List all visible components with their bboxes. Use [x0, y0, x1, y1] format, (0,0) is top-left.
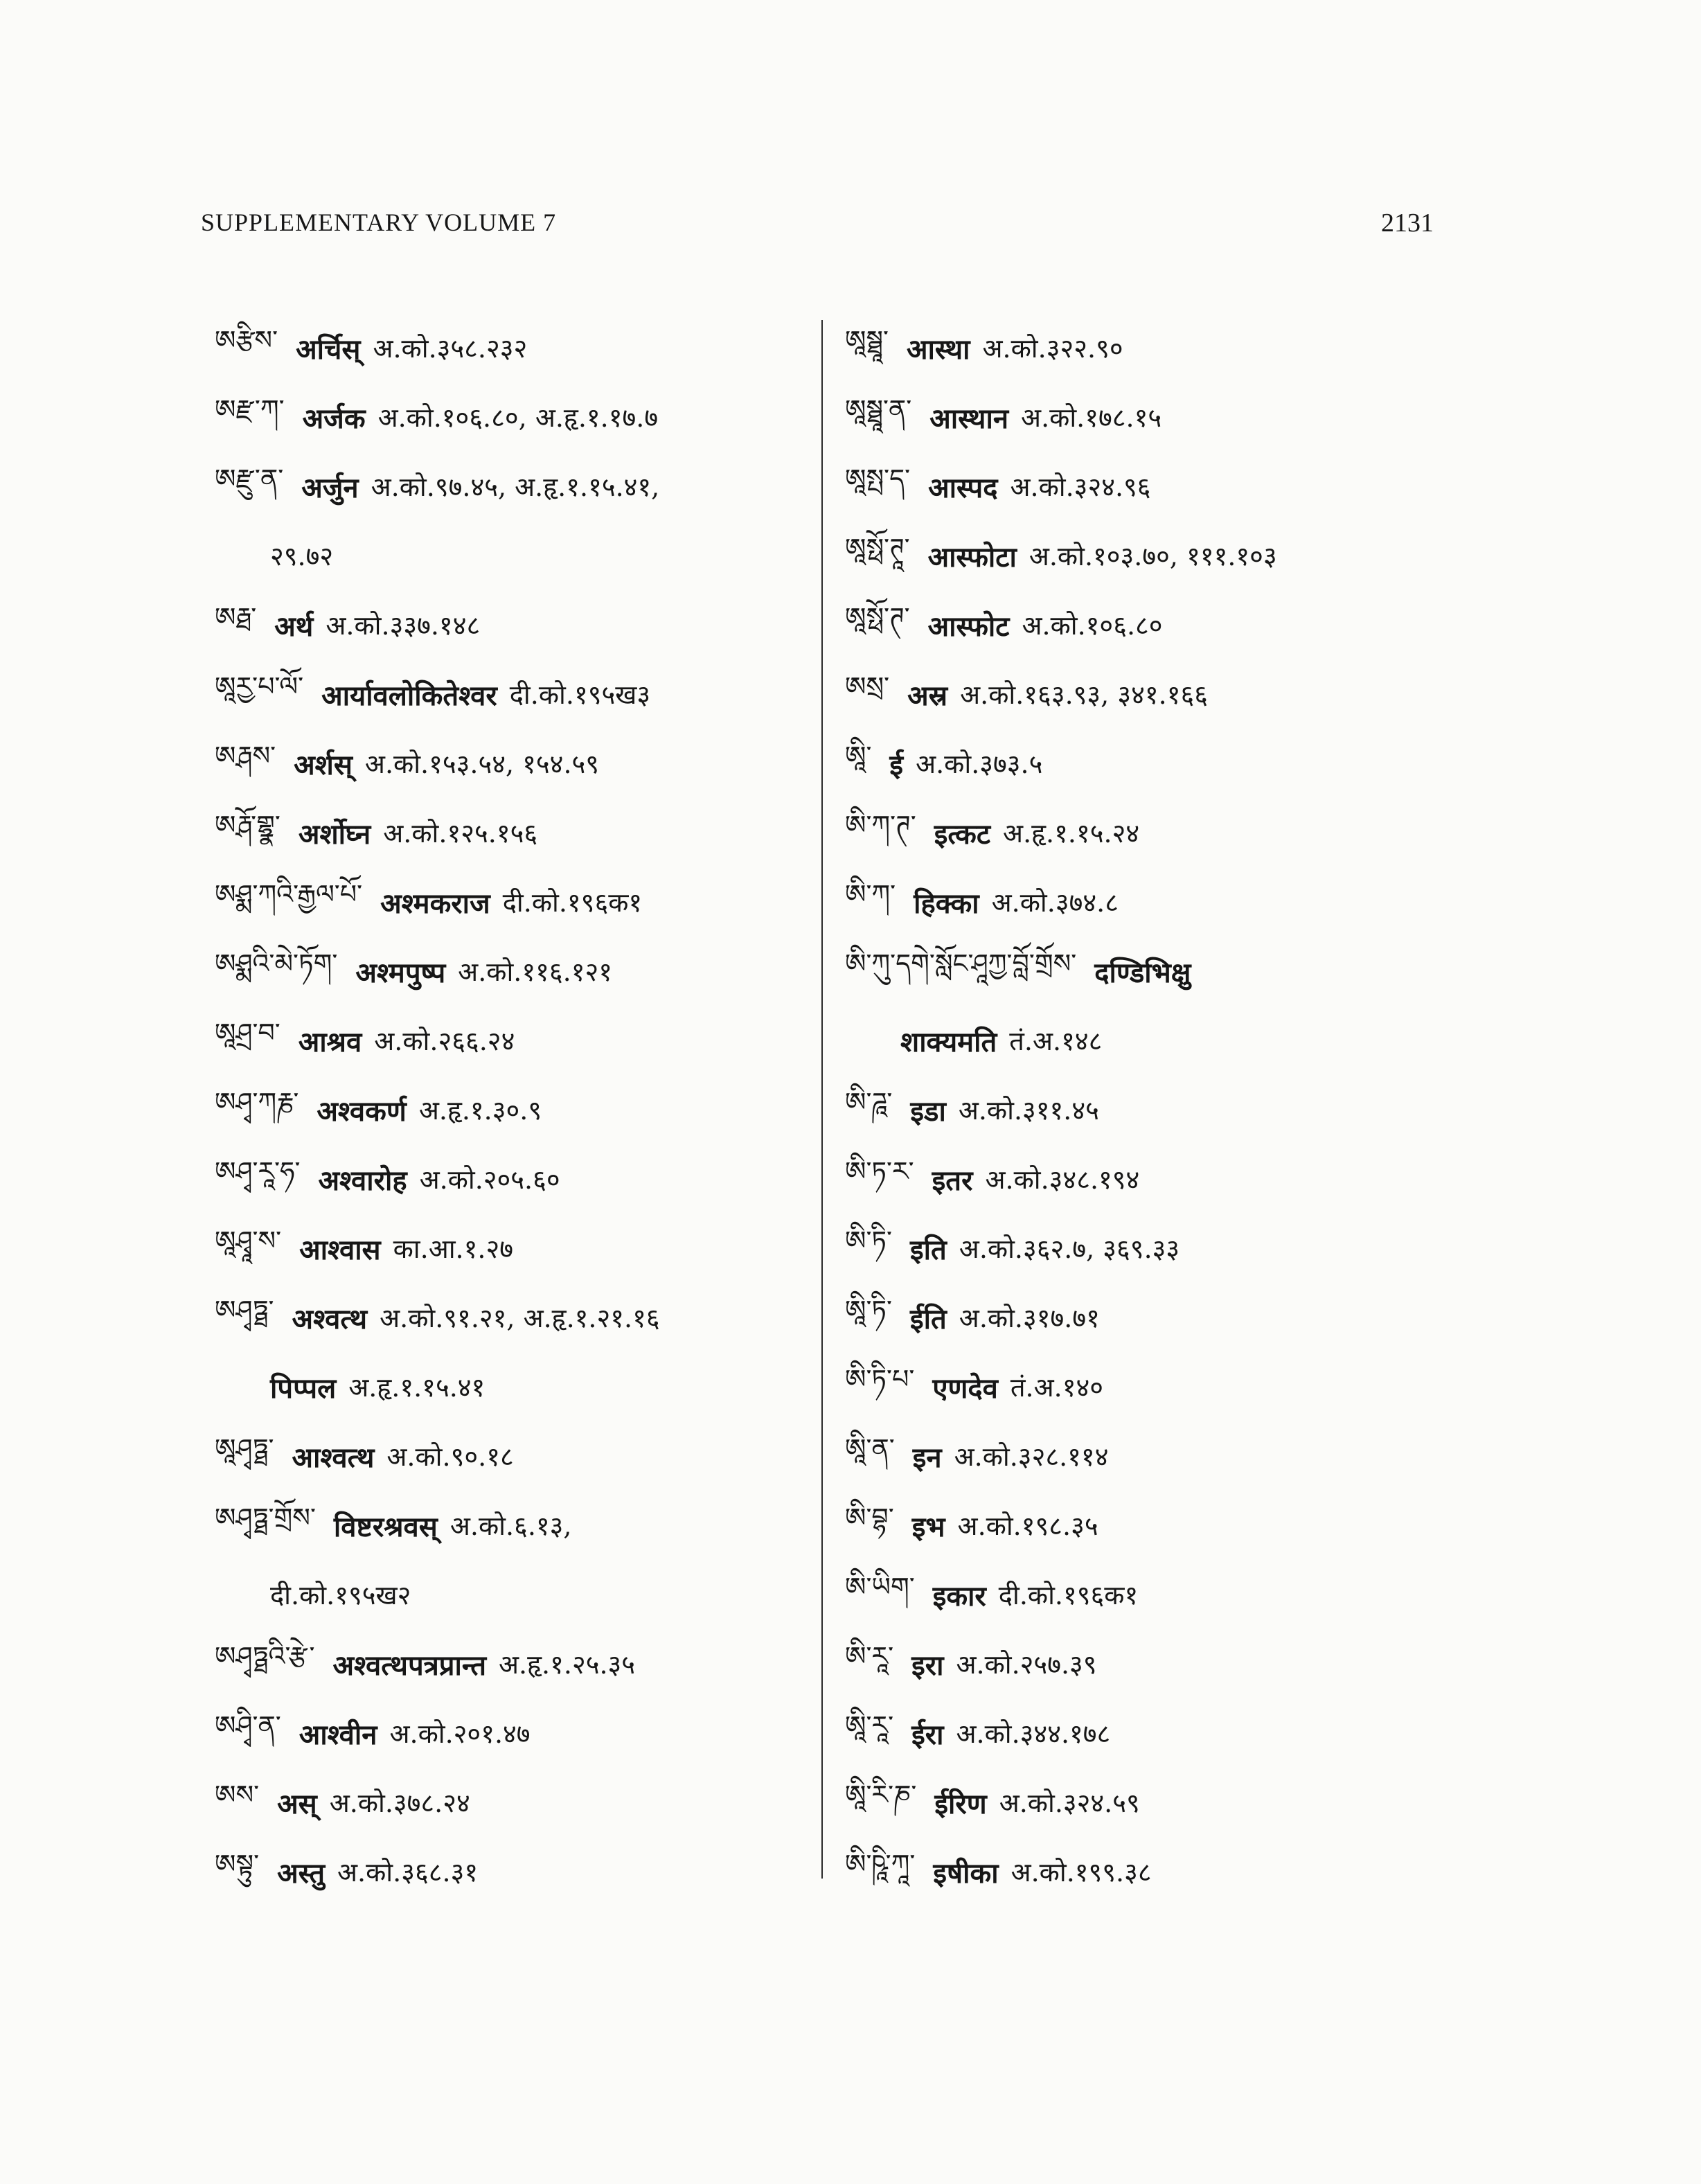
- sanskrit-equivalent: अश्वारोह: [318, 1164, 407, 1197]
- source-reference: अ.को.१०६.८०: [1022, 610, 1163, 641]
- tibetan-headword: ཨཤྭཏྠ་: [215, 1294, 274, 1325]
- dictionary-entry: [215, 729, 810, 798]
- dictionary-entry: [845, 1352, 1454, 1421]
- dictionary-entry: [845, 936, 1454, 1006]
- tibetan-headword: ཨཱཤྭཏྠ་: [215, 1432, 274, 1464]
- sanskrit-equivalent: ईरिण: [934, 1787, 987, 1820]
- source-reference: दी.को.१९६क१: [502, 887, 643, 918]
- tibetan-headword: ཨཱཤྲ་བ་: [215, 1017, 280, 1048]
- tibetan-headword: ཨཱརྱ་པ་ལོ་: [215, 671, 304, 702]
- dictionary-entry: [215, 1837, 810, 1906]
- dictionary-entry: [215, 936, 810, 1006]
- source-reference: अ.को.३७८.२४: [329, 1788, 470, 1818]
- tibetan-headword: ཨརྴས་: [215, 740, 276, 771]
- dictionary-entry: [845, 521, 1454, 590]
- tibetan-headword: ཨས་: [215, 1779, 260, 1810]
- dictionary-entry: [845, 452, 1454, 521]
- dictionary-entry: [845, 1006, 1454, 1075]
- sanskrit-equivalent: आश्रव: [298, 1025, 362, 1058]
- dictionary-entry: [215, 313, 810, 382]
- sanskrit-equivalent: विष्टरश्रवस्: [333, 1510, 438, 1543]
- tibetan-headword: ཨཱསྠཱ་ན་: [845, 393, 912, 425]
- tibetan-headword: ཨི་བྷ་: [845, 1502, 894, 1533]
- tibetan-headword: ཨི་ཀ་ཊ་: [845, 809, 916, 840]
- dictionary-entry: [845, 1283, 1454, 1352]
- source-reference: अ.को.३६८.३१: [337, 1857, 479, 1888]
- sanskrit-equivalent: आर्यावलोकितेश्वर: [321, 679, 497, 712]
- sanskrit-equivalent: अश्मकराज: [380, 887, 490, 920]
- sanskrit-equivalent: अर्शोघ्न: [298, 817, 371, 851]
- source-reference: अ.को.३२४.९६: [1010, 472, 1151, 502]
- sanskrit-equivalent: अश्वत्थपत्रप्रान्त: [332, 1649, 487, 1682]
- source-reference: अ.को.३७३.५: [916, 749, 1043, 779]
- tibetan-headword: ཨཤྨ་ཀའི་རྒྱལ་པོ་: [215, 878, 363, 909]
- source-reference: अ.को.१९९.३८: [1010, 1857, 1152, 1888]
- dictionary-entry: [215, 659, 810, 729]
- source-reference: अ.हृ.१.२५.३५: [499, 1649, 636, 1680]
- dictionary-entry: [215, 1768, 810, 1837]
- sanskrit-equivalent: इकार: [932, 1579, 986, 1613]
- dictionary-entry: [845, 729, 1454, 798]
- page-number: 2131: [1381, 208, 1434, 238]
- sanskrit-equivalent: इन: [912, 1441, 942, 1474]
- source-reference: अ.को.२०५.६०: [419, 1164, 560, 1195]
- sanskrit-equivalent: अश्वत्थ: [292, 1302, 368, 1335]
- tibetan-headword: ཨཤྭ་ཀརྞ་: [215, 1086, 299, 1117]
- dictionary-entry: [215, 1560, 810, 1629]
- dictionary-entry: [215, 1075, 810, 1144]
- page-header: [201, 208, 1434, 249]
- dictionary-entry: [215, 382, 810, 452]
- sanskrit-equivalent: अर्जुन: [301, 471, 359, 504]
- sanskrit-equivalent: आस्पद: [928, 471, 998, 504]
- tibetan-headword: ཨི་ཥཱི་ཀཱ་: [845, 1848, 916, 1879]
- sanskrit-equivalent: अर्चिस्: [296, 332, 361, 366]
- sanskrit-equivalent: आस्थान: [929, 402, 1009, 435]
- sanskrit-equivalent: शाक्यमति: [900, 1025, 997, 1058]
- source-reference: अ.हृ.१.३०.९: [418, 1095, 542, 1126]
- sanskrit-equivalent: इति: [909, 1233, 947, 1266]
- dictionary-entry: [215, 1283, 810, 1352]
- sanskrit-equivalent: इरा: [911, 1649, 944, 1682]
- dictionary-entry: [845, 1144, 1454, 1214]
- sanskrit-equivalent: आस्फोट: [927, 610, 1010, 643]
- source-reference: अ.को.९०.१८: [386, 1441, 514, 1472]
- source-reference: अ.को.३२२.९०: [982, 333, 1123, 364]
- tibetan-headword: ཨཱསྠཱ་: [845, 324, 889, 355]
- source-reference: तं.अ.१४८: [1009, 1026, 1103, 1056]
- source-reference: दी.को.१९६क१: [998, 1580, 1139, 1610]
- sanskrit-equivalent: ईति: [909, 1302, 947, 1335]
- source-reference: अ.हृ.१.१५.४१: [348, 1372, 486, 1403]
- tibetan-headword: ཨསྲ་: [845, 671, 890, 702]
- dictionary-entry: [845, 1421, 1454, 1491]
- sanskrit-equivalent: अर्जक: [302, 402, 366, 435]
- tibetan-headword: ཨཤྭཏྠ་གྲོས་: [215, 1502, 316, 1533]
- source-reference: अ.को.३४४.१७८: [956, 1719, 1111, 1749]
- tibetan-headword: ཨི་ཏི་: [845, 1225, 892, 1256]
- source-reference: अ.को.२०१.४७: [389, 1719, 531, 1749]
- dictionary-entry: [845, 798, 1454, 867]
- tibetan-headword: ཨསྟུ་: [215, 1848, 260, 1879]
- dictionary-entry: [215, 1491, 810, 1560]
- tibetan-headword: ཨི་ཡིག་: [845, 1571, 915, 1602]
- dictionary-entry: [215, 1698, 810, 1768]
- source-reference: अ.को.१६३.९३, ३४१.१६६: [960, 680, 1208, 710]
- dictionary-entry: [215, 1006, 810, 1075]
- sanskrit-equivalent: ईरा: [911, 1718, 944, 1751]
- sanskrit-equivalent: इभ: [911, 1510, 945, 1543]
- dictionary-entry: [215, 798, 810, 867]
- source-reference: अ.को.९१.२१, अ.हृ.१.२१.१६: [380, 1303, 660, 1333]
- source-reference: अ.को.३४८.१९४: [985, 1164, 1140, 1195]
- dictionary-entry: [845, 313, 1454, 382]
- dictionary-entry: [845, 1698, 1454, 1768]
- dictionary-entry: [215, 867, 810, 936]
- dictionary-entry: [845, 1491, 1454, 1560]
- tibetan-headword: ཨཤྭཏྠའི་རྩེ་: [215, 1640, 315, 1671]
- source-reference: अ.को.३११.४५: [958, 1095, 1099, 1126]
- column-divider: [821, 320, 823, 1879]
- source-reference: अ.को.११६.१२१: [458, 957, 613, 987]
- dictionary-entry: [845, 590, 1454, 659]
- sanskrit-equivalent: अस्र: [907, 679, 948, 712]
- sanskrit-equivalent: अर्शस्: [294, 748, 353, 781]
- sanskrit-equivalent: इषीका: [933, 1856, 999, 1890]
- tibetan-headword: ཨརྩིས་: [215, 324, 278, 355]
- source-reference: अ.को.१२५.१५६: [383, 818, 538, 849]
- sanskrit-equivalent: आश्वास: [299, 1233, 381, 1266]
- tibetan-headword: ཨི་ཀུ་དགེ་སློང་ཤཱཀྱ་བློ་གྲོས་: [845, 948, 1077, 979]
- dictionary-entry: [845, 1560, 1454, 1629]
- source-reference: का.आ.१.२७: [393, 1234, 513, 1264]
- dictionary-entry: [845, 1629, 1454, 1698]
- dictionary-entry: [845, 1075, 1454, 1144]
- tibetan-headword: ཨཤྭ་རཱ་ཧ་: [215, 1155, 301, 1187]
- sanskrit-equivalent: अस्तु: [277, 1856, 325, 1890]
- dictionary-entry: [845, 1837, 1454, 1906]
- sanskrit-equivalent: अश्वकर्ण: [317, 1094, 407, 1128]
- source-reference: अ.हृ.१.१५.२४: [1003, 818, 1140, 849]
- sanskrit-equivalent: अस्: [277, 1787, 317, 1820]
- dictionary-entry: [215, 1214, 810, 1283]
- tibetan-headword: ཨཱསྤ་ད་: [845, 463, 911, 494]
- tibetan-headword: ཨཤྨའི་མེ་ཏོག་: [215, 948, 338, 979]
- sanskrit-equivalent: दण्डिभिक्षु: [1094, 956, 1191, 989]
- tibetan-headword: ཨཱཤྭཱ་ས་: [215, 1225, 282, 1256]
- sanskrit-equivalent: आश्वीन: [299, 1718, 377, 1751]
- source-reference: अ.को.६.१३,: [449, 1511, 572, 1541]
- dictionary-entry: [215, 1144, 810, 1214]
- source-reference: अ.को.१०६.८०, अ.हृ.१.१७.७: [377, 402, 659, 433]
- source-reference: अ.को.३५८.२३२: [373, 333, 528, 364]
- tibetan-headword: ཨཱི་: [845, 740, 872, 771]
- sanskrit-equivalent: अश्मपुष्प: [355, 956, 446, 989]
- sanskrit-equivalent: इडा: [910, 1094, 946, 1128]
- source-reference: अ.को.३७४.८: [991, 887, 1119, 918]
- sanskrit-equivalent: ई: [889, 748, 904, 781]
- left-column: [215, 313, 810, 1906]
- source-reference: २९.७२: [270, 541, 334, 571]
- source-reference: अ.को.२६६.२४: [374, 1026, 515, 1056]
- tibetan-headword: ཨརྴོ་གྷྣ་: [215, 809, 280, 840]
- sanskrit-equivalent: आस्था: [906, 332, 970, 366]
- source-reference: अ.को.९७.४५, अ.हृ.१.१५.४१,: [371, 472, 660, 502]
- sanskrit-equivalent: इत्कट: [934, 817, 991, 851]
- source-reference: अ.को.१७८.१५: [1021, 402, 1162, 433]
- right-column: [845, 313, 1454, 1906]
- tibetan-headword: ཨཱི་རི་ཎ་: [845, 1779, 917, 1810]
- tibetan-headword: ཨཤྭི་ན་: [215, 1710, 281, 1741]
- dictionary-entry: [845, 1214, 1454, 1283]
- sanskrit-equivalent: आश्वत्थ: [292, 1441, 375, 1474]
- source-reference: अ.को.३२४.५९: [999, 1788, 1140, 1818]
- tibetan-headword: ཨརྠ་: [215, 601, 257, 632]
- source-reference: अ.को.३६२.७, ३६९.३३: [959, 1234, 1180, 1264]
- source-reference: अ.को.३२८.११४: [954, 1441, 1109, 1472]
- source-reference: तं.अ.१४०: [1010, 1372, 1103, 1403]
- dictionary-entry: [215, 1421, 810, 1491]
- tibetan-headword: ཨི་ཏི་པ་: [845, 1363, 915, 1394]
- tibetan-headword: ཨཱི་ན་: [845, 1432, 895, 1464]
- dictionary-entry: [215, 1629, 810, 1698]
- sanskrit-equivalent: इतर: [932, 1164, 973, 1197]
- tibetan-headword: ཨཱསྥོ་ཊ་: [845, 601, 910, 632]
- tibetan-headword: ཨི་ཌཱ་: [845, 1086, 893, 1117]
- sanskrit-equivalent: एणदेव: [932, 1371, 998, 1405]
- running-title: SUPPLEMENTARY VOLUME 7: [201, 208, 557, 236]
- dictionary-entry: [215, 452, 810, 521]
- dictionary-entry: [845, 659, 1454, 729]
- sanskrit-equivalent: आस्फोटा: [927, 540, 1017, 574]
- source-reference: अ.को.३३७.१४८: [326, 610, 481, 641]
- tibetan-headword: ཨི་ཀ་: [845, 878, 896, 909]
- source-reference: अ.को.२५७.३९: [956, 1649, 1097, 1680]
- tibetan-headword: ཨི་ཏ་ར་: [845, 1155, 914, 1187]
- dictionary-entry: [845, 867, 1454, 936]
- source-reference: दी.को.१९५ख२: [270, 1580, 411, 1610]
- dictionary-entry: [845, 1768, 1454, 1837]
- dictionary-entry: [215, 521, 810, 590]
- source-reference: अ.को.१५३.५४, १५४.५९: [364, 749, 600, 779]
- tibetan-headword: ཨརྫ་ཀ་: [215, 393, 285, 425]
- sanskrit-equivalent: पिप्पल: [270, 1371, 337, 1405]
- source-reference: अ.को.३१७.७१: [959, 1303, 1100, 1333]
- tibetan-headword: ཨཱསྥོ་ཊཱ་: [845, 532, 910, 563]
- tibetan-headword: ཨི་རཱ་: [845, 1640, 894, 1671]
- tibetan-headword: ཨརྫུ་ན་: [215, 463, 284, 494]
- dictionary-entry: [215, 590, 810, 659]
- dictionary-entry: [215, 1352, 810, 1421]
- source-reference: अ.को.१०३.७०, १११.१०३: [1028, 541, 1277, 571]
- sanskrit-equivalent: अर्थ: [274, 610, 314, 643]
- source-reference: अ.को.१९८.३५: [957, 1511, 1098, 1541]
- tibetan-headword: ཨཱི་རཱ་: [845, 1710, 894, 1741]
- sanskrit-equivalent: हिक्का: [914, 887, 979, 920]
- source-reference: दी.को.१९५ख३: [509, 680, 651, 710]
- dictionary-entry: [845, 382, 1454, 452]
- tibetan-headword: ཨཱི་ཏི་: [845, 1294, 892, 1325]
